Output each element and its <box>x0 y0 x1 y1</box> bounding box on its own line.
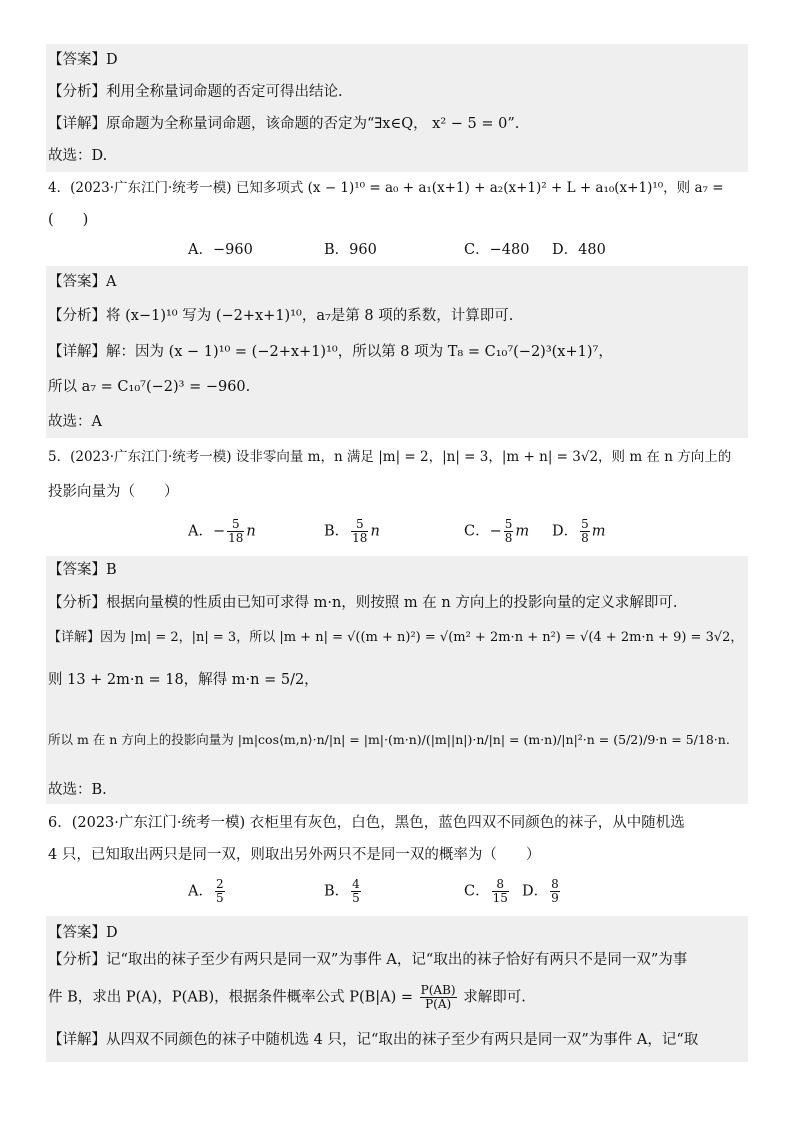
q5-option-b-den: 18 <box>352 531 368 545</box>
q6-option-b <box>324 878 363 905</box>
q5-option-c-sign: − <box>489 523 502 540</box>
q5-detail-3: 所以 m 在 n 方向上的投影向量为 |m|cos⟨m,n⟩·n/|n| = |m|·(m·n)/(|m||n|)·n/|n| = (m·n)/|n|²·n = (5/2)/9·n = 5/18·n. <box>48 732 730 747</box>
q6-option-b-den: 5 <box>352 891 360 905</box>
solution-box-prev <box>46 44 748 172</box>
q5-option-a-num: 5 <box>227 518 244 532</box>
q4-stem <box>48 178 724 198</box>
q6-analysis-fraction <box>420 984 457 1011</box>
q6-analysis-2-tail: 求解即可. <box>463 989 526 1006</box>
q6-detail-1: 【详解】从四双不同颜色的袜子中随机选 4 只，记“取出的袜子至少有两只是同一双”为事件 A，记“取 <box>48 1032 699 1048</box>
q5-option-b-vec: n <box>370 523 380 540</box>
q4-analysis: 【分析】将 (x−1)¹⁰ 写为 (−2+x+1)¹⁰，a₇是第 8 项的系数，计算即可. <box>48 308 514 324</box>
q6-option-b-label: B． <box>324 883 350 900</box>
q5-option-a-label: A． <box>188 523 213 540</box>
q5-option-c-label: C． <box>464 523 490 540</box>
q5-option-b-fraction <box>351 518 368 545</box>
q4-stem-paren: ( ) <box>48 212 89 228</box>
q5-option-a <box>188 518 256 545</box>
q6-stem: 6．(2023·广东江门·统考一模) 衣柜里有灰色，白色，黑色，蓝色四双不同颜色的袜子，从中随机选 <box>48 815 685 831</box>
q5-stem: 5．(2023·广东江门·统考一模) 设非零向量 m，n 满足 |m| = 2，|n| = 3，|m + n| = 3√2，则 m 在 n 方向上的 <box>48 449 732 465</box>
q5-option-d-den: 8 <box>581 531 589 545</box>
q5-option-a-vec: n <box>246 523 256 540</box>
q6-analysis-num: P(AB) <box>420 983 456 997</box>
q6-option-d-den: 9 <box>551 891 559 905</box>
q6-answer: 【答案】D <box>48 925 118 941</box>
q6-option-a-den: 5 <box>215 891 224 905</box>
q5-options <box>0 516 794 550</box>
answer-line: 【答案】D <box>48 52 118 68</box>
choose-line: 故选：D. <box>48 148 108 164</box>
q4-choose: 故选：A <box>48 414 102 430</box>
q4-options <box>0 240 794 262</box>
q6-option-c-fraction <box>492 878 509 905</box>
q5-option-d-vec: m <box>591 523 606 540</box>
q6-analysis-1: 【分析】记“取出的袜子至少有两只是同一双”为事件 A，记“取出的袜子恰好有两只不是同一双”为事 <box>48 952 688 968</box>
q6-option-b-num: 4 <box>352 877 360 891</box>
q6-option-c-den: 15 <box>492 891 508 905</box>
q5-option-d-num: 5 <box>581 517 589 531</box>
q6-option-a <box>188 878 227 905</box>
q4-option-c: C．−480 <box>464 242 530 258</box>
q5-option-a-sign: − <box>212 523 226 540</box>
q6-option-d-fraction <box>550 878 560 905</box>
q4-option-a: A．−960 <box>188 242 253 258</box>
detail-line: 【详解】原命题为全称量词命题，该命题的否定为“∃x∈Q， x² − 5 = 0”. <box>48 116 520 132</box>
q5-option-a-den: 18 <box>228 531 244 545</box>
q6-option-c-label: C． <box>464 883 490 900</box>
q5-choose: 故选：B. <box>48 782 107 798</box>
q5-answer: 【答案】B <box>48 562 117 578</box>
q6-option-d-label: D． <box>522 883 549 900</box>
q4-detail-1: 【详解】解：因为 (x − 1)¹⁰ = (−2+x+1)¹⁰，所以第 8 项为 T₈ = C₁₀⁷(−2)³(x+1)⁷， <box>48 344 613 360</box>
q5-detail-1: 【详解】因为 |m| = 2，|n| = 3，所以 |m + n| = √((m + n)²) = √(m² + 2m·n + n²) = √(4 + 2m·n + 9) = 3√2， <box>48 630 744 645</box>
q5-option-d <box>552 518 606 545</box>
q5-option-b <box>324 518 380 545</box>
q5-stem-2: 投影向量为（ ） <box>48 484 179 500</box>
q5-option-c <box>464 518 529 545</box>
q5-option-b-label: B． <box>324 523 350 540</box>
q5-option-c-vec: m <box>515 523 530 540</box>
q4-option-b: B．960 <box>324 242 377 258</box>
q6-options <box>0 874 794 910</box>
q5-option-c-num: 5 <box>504 517 513 531</box>
q6-option-d <box>522 878 562 905</box>
q5-option-b-num: 5 <box>351 518 368 532</box>
q6-option-a-num: 2 <box>215 877 224 891</box>
analysis-line: 【分析】利用全称量词命题的否定可得出结论. <box>48 84 343 100</box>
q6-option-b-fraction <box>351 878 361 905</box>
q6-option-a-fraction <box>215 878 225 905</box>
q5-option-c-fraction <box>504 518 514 545</box>
q6-analysis-2-text: 件 B，求出 P(A)，P(AB)，根据条件概率公式 P(B|A) = <box>48 989 414 1006</box>
q5-option-d-fraction <box>580 518 590 545</box>
q5-option-c-den: 8 <box>504 531 513 545</box>
q5-analysis: 【分析】根据向量模的性质由已知可求得 m·n，则按照 m 在 n 方向上的投影向量的定义求解即可. <box>48 595 678 611</box>
q6-option-c <box>464 878 511 905</box>
q4-option-d: D．480 <box>552 242 606 258</box>
q6-stem-2: 4 只，已知取出两只是同一双，则取出另外两只不是同一双的概率为（ ） <box>48 847 541 863</box>
q4-detail-2: 所以 a₇ = C₁₀⁷(−2)³ = −960. <box>48 379 251 395</box>
q6-analysis-den: P(A) <box>425 997 452 1011</box>
q4-stem-text: 4．(2023·广东江门·统考一模) 已知多项式 (x − 1)¹⁰ = a₀ + a₁(x+1) + a₂(x+1)² + L + a₁₀(x+1)¹⁰，则 a₇ = <box>48 180 724 196</box>
q5-detail-2: 则 13 + 2m·n = 18，解得 m·n = 5/2， <box>48 672 319 688</box>
q5-option-d-label: D． <box>552 523 579 540</box>
q5-option-a-fraction <box>227 518 244 545</box>
q6-option-a-label: A． <box>188 883 213 900</box>
q6-option-d-num: 8 <box>551 877 559 891</box>
q6-analysis-2 <box>48 984 526 1011</box>
q4-answer: 【答案】A <box>48 274 117 290</box>
q6-option-c-num: 8 <box>492 878 509 892</box>
